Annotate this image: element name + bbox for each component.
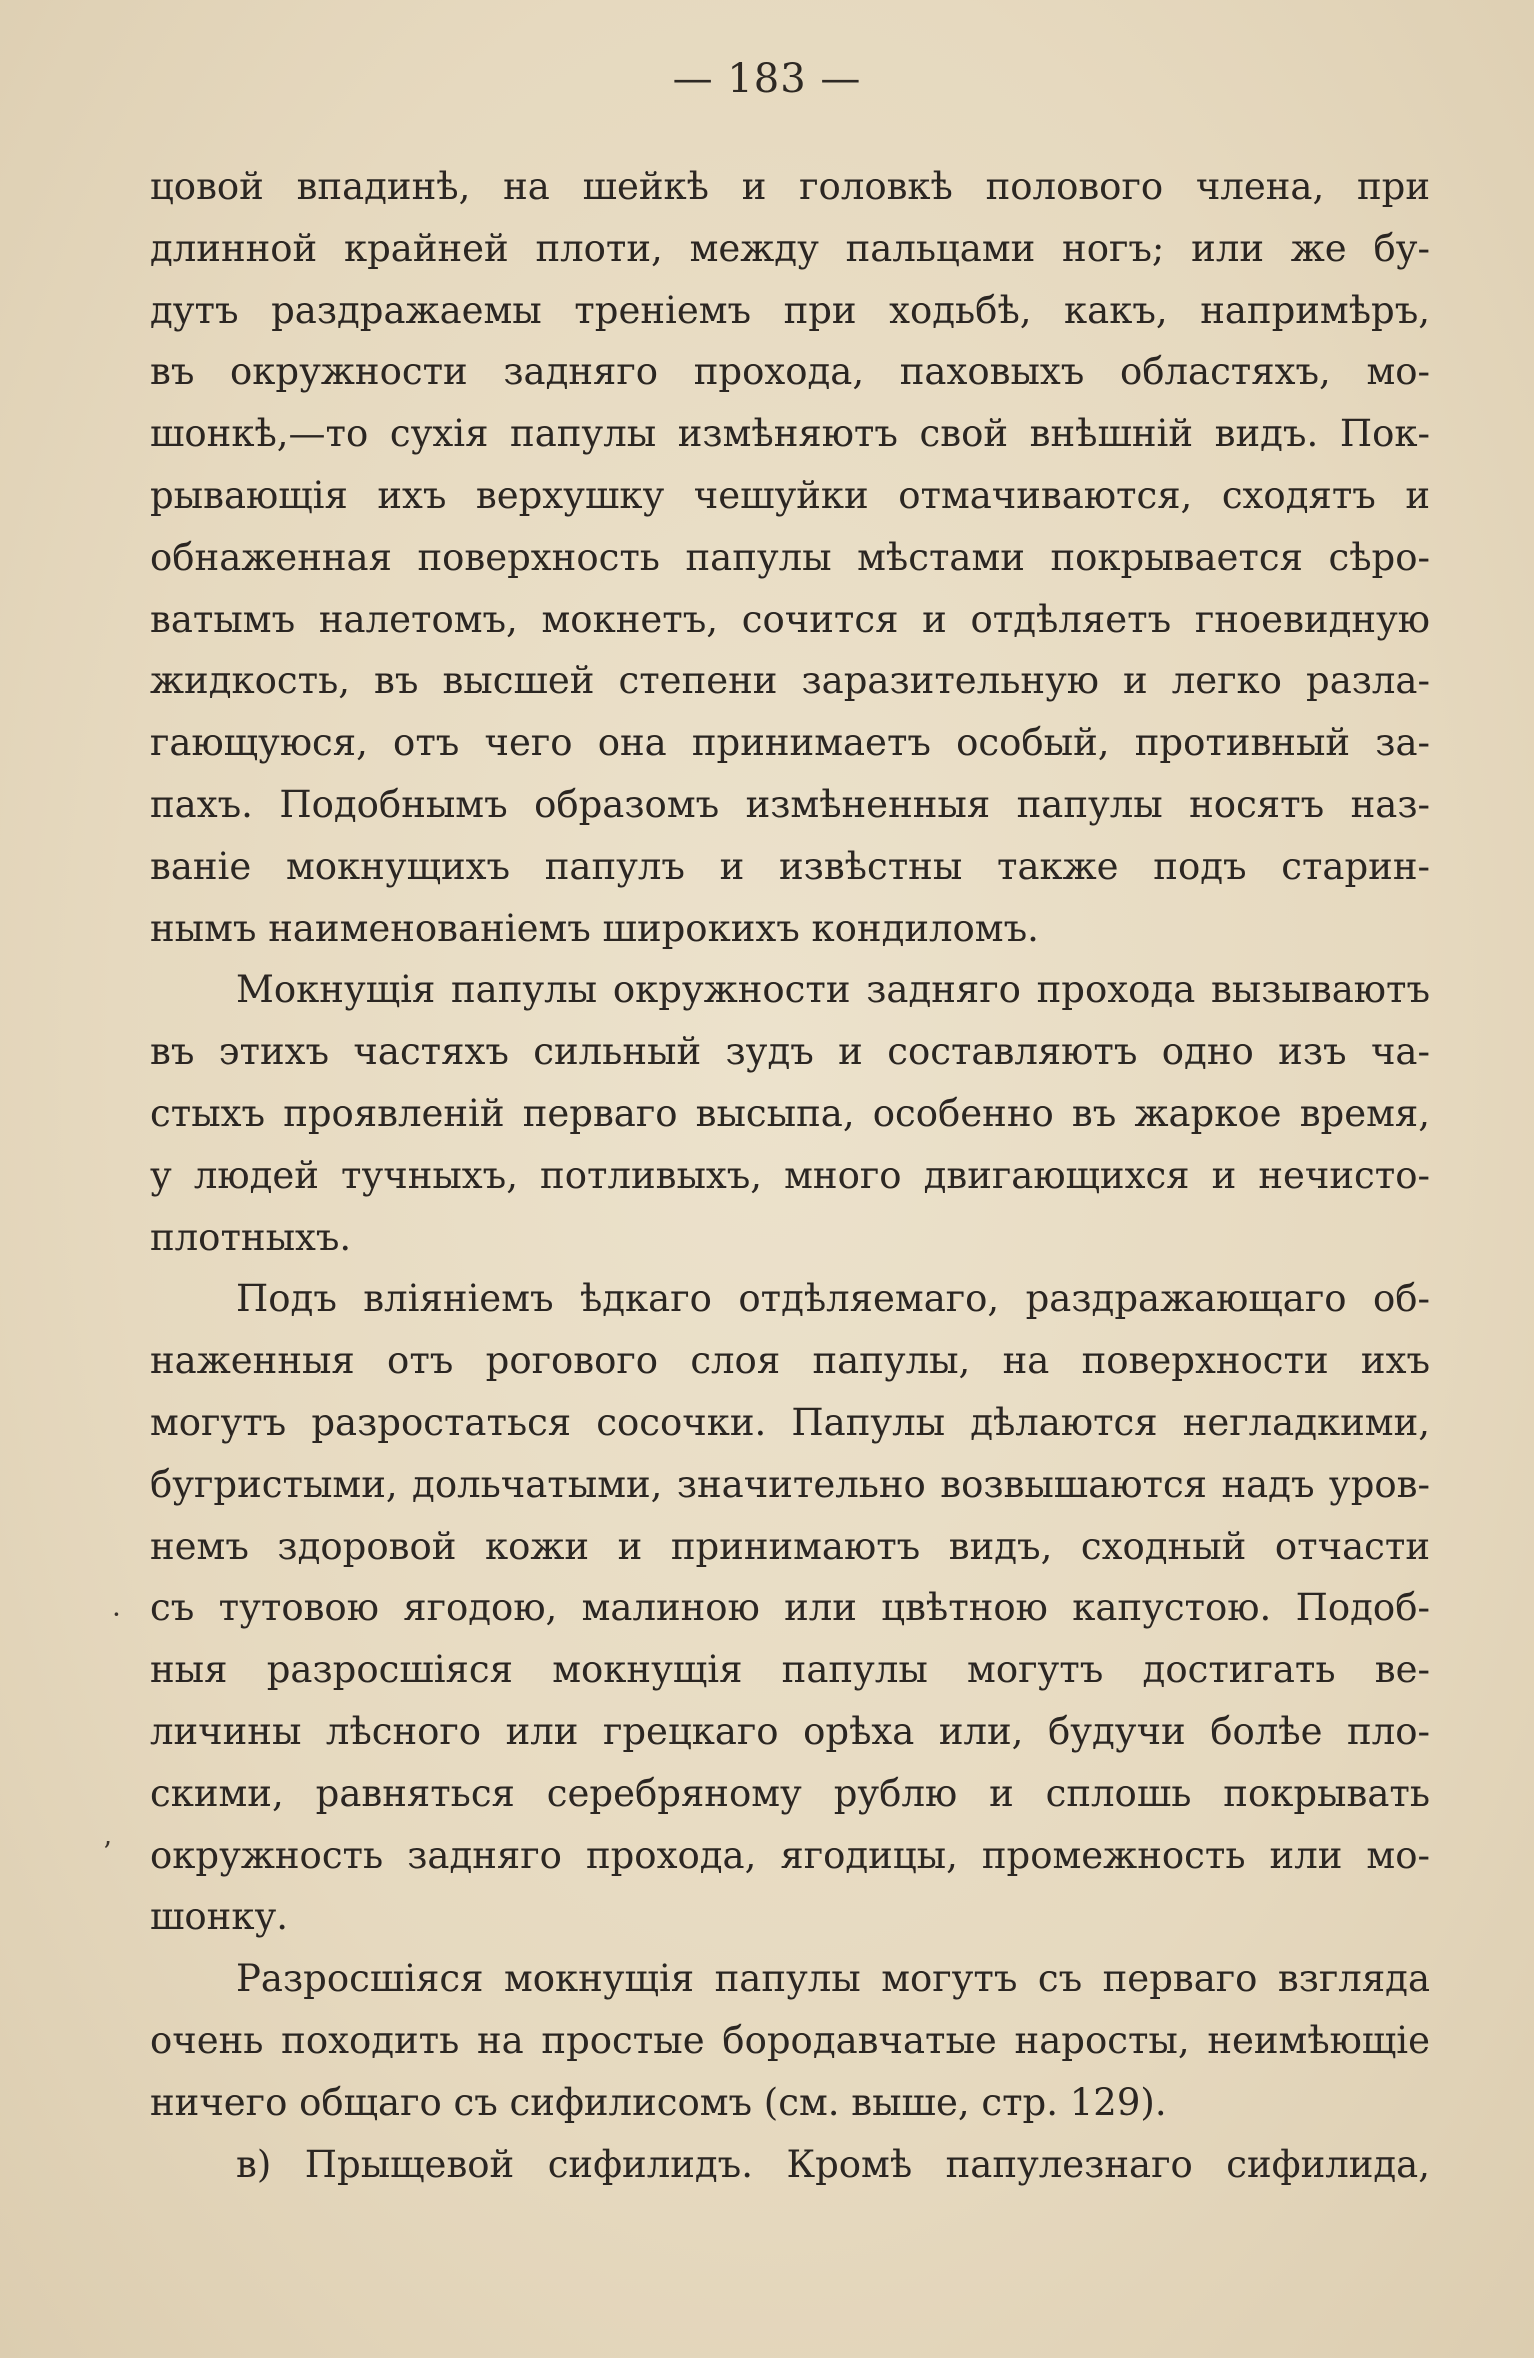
text-line: у людей тучныхъ, потливыхъ, много двигающихся и нечисто-	[150, 1153, 1430, 1197]
text-line: ничего общаго съ сифилисомъ (см. выше, стр. 129).	[150, 2080, 1167, 2124]
text-line: скими, равняться серебряному рублю и сплошь покрывать	[150, 1771, 1430, 1815]
text-line: окружность задняго прохода, ягодицы, промежность или мо-	[150, 1833, 1430, 1877]
body-text	[150, 156, 1430, 2195]
paragraph-start-line: Разросшiяся мокнущiя папулы могутъ съ перваго взгляда	[236, 1957, 1430, 2001]
paragraph-start-line: Подъ влiянiемъ ѣдкаго отдѣляемаго, раздражающаго об-	[236, 1277, 1430, 1321]
text-line: нымъ наименованiемъ широкихъ кондиломъ.	[150, 906, 1039, 950]
text-line: въ окружности задняго прохода, паховыхъ областяхъ, мо-	[150, 350, 1430, 394]
text-line: могутъ разростаться сосочки. Папулы дѣлаются негладкими,	[150, 1400, 1430, 1444]
text-line: бугристыми, дольчатыми, значительно возвышаются надъ уров-	[150, 1462, 1430, 1506]
text-line: гающуюся, отъ чего она принимаетъ особый, противный за-	[150, 721, 1430, 765]
text-line: шонкѣ,—то сухiя папулы измѣняютъ свой внѣшнiй видъ. Пок-	[150, 412, 1430, 456]
margin-dot-icon: ·	[112, 1598, 121, 1631]
text-line: пахъ. Подобнымъ образомъ измѣненныя папулы носятъ наз-	[150, 782, 1430, 826]
text-line: съ тутовою ягодою, малиною или цвѣтною капустою. Подоб-	[150, 1586, 1430, 1630]
text-line: стыхъ проявленiй перваго высыпа, особенно въ жаркое время,	[150, 1091, 1430, 1135]
text-line: въ этихъ частяхъ сильный зудъ и составляютъ одно изъ ча-	[150, 1030, 1430, 1074]
text-line: ныя разросшiяся мокнущiя папулы могутъ достигать ве-	[150, 1648, 1430, 1692]
text-line: дутъ раздражаемы тренiемъ при ходьбѣ, какъ, напримѣръ,	[150, 288, 1430, 332]
text-line: плотныхъ.	[150, 1215, 352, 1259]
text-line: ванiе мокнущихъ папулъ и извѣстны также подъ старин-	[150, 844, 1430, 888]
page-number: — 183 —	[672, 56, 862, 102]
text-line: обнаженная поверхность папулы мѣстами покрывается сѣро-	[150, 535, 1430, 579]
text-line: цовой впадинѣ, на шейкѣ и головкѣ полового члена, при	[150, 165, 1430, 208]
text-line: очень походить на простые бородавчатые наросты, неимѣющiе	[150, 2018, 1430, 2062]
paragraph-start-line: Мокнущiя папулы окружности задняго прохода вызываютъ	[236, 968, 1430, 1012]
text-line: наженныя отъ рогового слоя папулы, на поверхности ихъ	[150, 1339, 1430, 1383]
text-line: шонку.	[150, 1895, 288, 1939]
text-line: немъ здоровой кожи и принимаютъ видъ, сходный отчасти	[150, 1524, 1430, 1568]
text-line: длинной крайней плоти, между пальцами ногъ; или же бу-	[150, 226, 1430, 270]
text-line: жидкость, въ высшей степени заразительную и легко разла-	[150, 659, 1430, 703]
text-line: ватымъ налетомъ, мокнетъ, сочится и отдѣляетъ гноевидную	[150, 597, 1430, 641]
text-line: рывающiя ихъ верхушку чешуйки отмачиваются, сходятъ и	[150, 473, 1430, 517]
text-line: личины лѣсного или грецкаго орѣха или, будучи болѣе пло-	[150, 1709, 1430, 1753]
margin-tick-icon: ʼ	[102, 1836, 111, 1869]
section-heading-line: в) Прыщевой сифилидъ. Кромѣ папулезнаго сифилида,	[236, 2142, 1430, 2186]
